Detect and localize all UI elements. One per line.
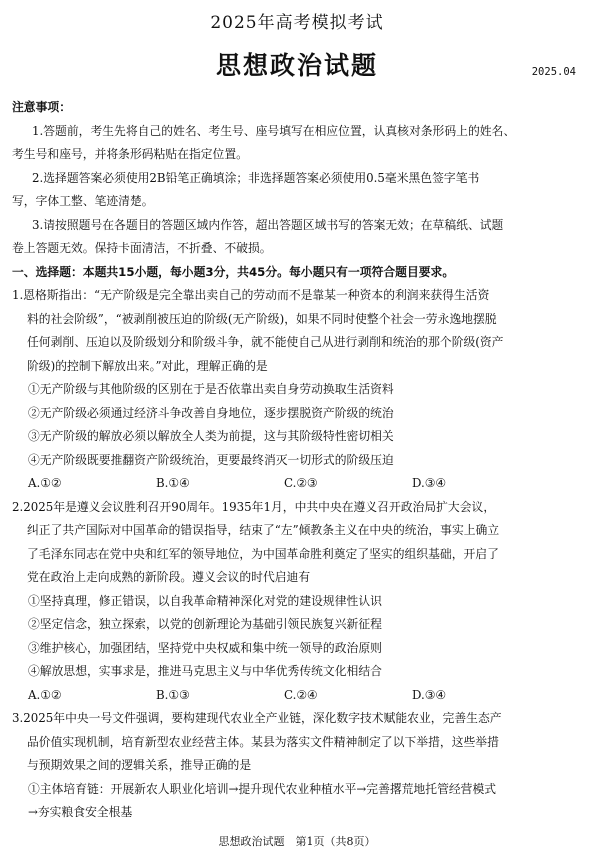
section-1-heading: 一、选择题：本题共15小题，每小题3分，共45分。每小题只有一项符合题目要求。 xyxy=(12,264,455,279)
note-1-line-2: 考生号和座号，并将条形码粘贴在指定位置。 xyxy=(12,147,248,161)
question-2-choices xyxy=(12,684,580,708)
note-1-line-1: 1.答题前，考生先将自己的姓名、考生号、座号填写在相应位置，认真核对条形码上的姓名、 xyxy=(32,123,516,138)
question-3-option-1-line-1: ①主体培育链：开展新农人职业化培训→提升现代农业种植水平→完善撂荒地托管经营模式 xyxy=(28,781,497,796)
question-3-stem-line-2: 品价值实现机制，培育新型农业经营主体。某县为落实文件精神制定了以下举措，这些举措 xyxy=(27,734,499,749)
page-footer: 思想政治试题 第1页（共8页） xyxy=(218,835,376,848)
question-2-option-4: ④解放思想，实事求是，推进马克思主义与中华优秀传统文化相结合 xyxy=(28,664,382,678)
question-1-stem-line-3: 任何剥削、压迫以及阶级划分和阶级斗争，就不能使自己从进行剥削和统治的那个阶级(资产 xyxy=(27,335,504,349)
note-3-line-2: 卷上答题无效。保持卡面清洁，不折叠、不破损。 xyxy=(12,241,272,255)
question-3-stem-line-1: 3.2025年中央一号文件强调，要构建现代农业全产业链，深化数字技术赋能农业，完善生态产 xyxy=(12,711,502,725)
question-1-stem-line-2: 料的社会阶级”，“被剥削被压迫的阶级(无产阶级)，如果不同时使整个社会一劳永逸地摆脱 xyxy=(27,311,497,326)
question-2-option-2: ②坚定信念，独立探索，以党的创新理论为基础引领民族复兴新征程 xyxy=(28,617,382,631)
question-1-option-3: ③无产阶级的解放必须以解放全人类为前提，这与其阶级特性密切相关 xyxy=(28,429,394,443)
question-2-stem-line-2: 纠正了共产国际对中国革命的错误指导，结束了“左”倾教条主义在中央的统治，事实上确立 xyxy=(27,523,500,537)
question-1-stem-line-4: 阶级)的控制下解放出来。”对此，理解正确的是 xyxy=(27,358,268,373)
exam-content xyxy=(12,96,580,825)
note-2-line-2: 写，字体工整、笔迹清楚。 xyxy=(12,194,154,208)
note-3-line-1: 3.请按照题号在各题目的答题区域内作答，超出答题区域书写的答案无效；在草稿纸、试题 xyxy=(32,217,504,232)
question-2-choice-b: B.①③ xyxy=(156,687,190,702)
question-1-choice-b: B.①④ xyxy=(156,476,190,490)
question-2-choice-d: D.③④ xyxy=(412,687,446,702)
subject-title: 思想政治试题 xyxy=(215,51,378,80)
question-2-option-1: ①坚持真理，修正错误，以自我革命精神深化对党的建设规律性认识 xyxy=(28,593,382,608)
question-2-stem-line-3: 了毛泽东同志在党中央和红军的领导地位，为中国革命胜利奠定了坚实的组织基础，开启了 xyxy=(27,546,499,561)
question-1-stem-line-1: 1.恩格斯指出：“无产阶级是完全靠出卖自己的劳动而不是靠某一种资本的利润来获得生活资 xyxy=(12,288,490,302)
question-1-choice-c: C.②③ xyxy=(284,476,318,490)
question-2-option-3: ③维护核心，加强团结，坚持党中央权威和集中统一领导的政治原则 xyxy=(28,640,382,655)
question-2-stem-line-4: 党在政治上走向成熟的新阶段。遵义会议的时代启迪有 xyxy=(27,570,311,584)
question-1-option-1: ①无产阶级与其他阶级的区别在于是否依靠出卖自身劳动换取生活资料 xyxy=(28,382,394,396)
notes-heading: 注意事项： xyxy=(12,100,71,114)
question-3-option-1-line-2: →夯实粮食安全根基 xyxy=(28,805,133,819)
question-1-choice-a: A.①② xyxy=(28,476,62,490)
exam-title: 2025年高考模拟考试 xyxy=(210,13,384,33)
question-1-choices xyxy=(12,472,580,496)
question-2-choice-a: A.①② xyxy=(28,687,62,702)
exam-date: 2025.04 xyxy=(531,66,576,78)
question-1-choice-d: D.③④ xyxy=(412,476,446,490)
question-2-choice-c: C.②④ xyxy=(284,687,318,702)
question-2-stem-line-1: 2.2025年是遵义会议胜利召开90周年。1935年1月，中共中央在遵义召开政治局扩大会议， xyxy=(12,499,496,514)
note-2-line-1: 2.选择题答案必须使用2B铅笔正确填涂；非选择题答案必须使用0.5毫米黑色签字笔书 xyxy=(32,170,480,185)
question-3-stem-line-3: 与预期效果之间的逻辑关系，推导正确的是 xyxy=(27,758,252,772)
question-1-option-2: ②无产阶级必须通过经济斗争改善自身地位，逐步摆脱资产阶级的统治 xyxy=(28,405,394,420)
question-1-option-4: ④无产阶级既要推翻资产阶级统治，更要最终消灭一切形式的阶级压迫 xyxy=(28,452,394,467)
